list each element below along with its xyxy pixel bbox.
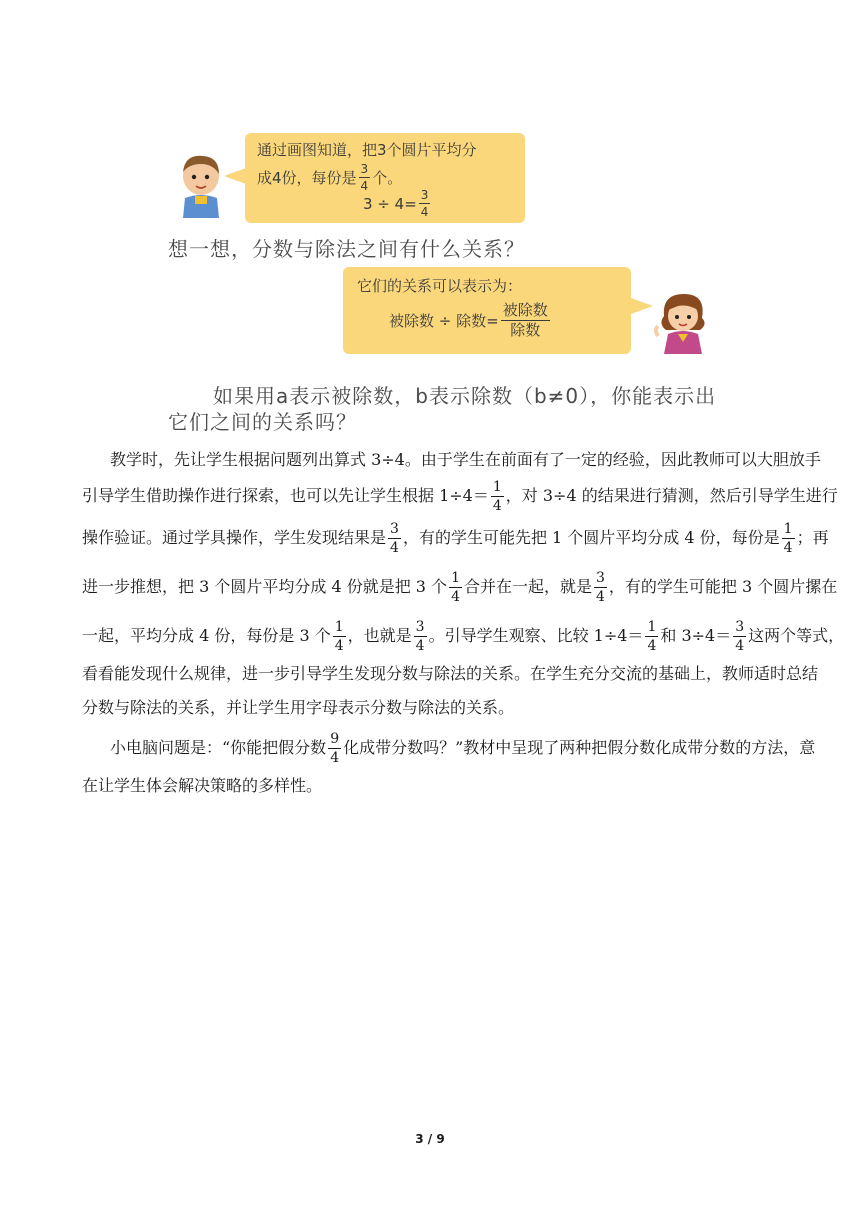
question2-line1: 如果用a表示被除数，b表示除数（b≠0），你能表示出 — [213, 384, 717, 408]
para1-line4: 进一步推想，把 3 个圆片平均分成 4 份就是把 3 个 $\frac{1}{4}$ 合并在一起，就是 $\frac{3}{4}$ ，有的学生可能把 3 个圆片摞在 — [82, 570, 838, 605]
bubble1-line2-text: 成4份，每份是 — [257, 169, 357, 187]
question-heading: 想一想，分数与除法之间有什么关系？ — [168, 237, 525, 261]
fraction: $\frac{1}{4}$ — [783, 521, 793, 556]
para2-line1: 小电脑问题是：“你能把假分数 $\frac{9}{4}$ 化成带分数吗？”教材中呈现了两种把假分数化成带分数的方法，意 — [110, 731, 816, 766]
bubble1-fraction: $\frac{3}{4}$ — [360, 162, 369, 193]
fraction: $\frac{1}{4}$ — [492, 479, 502, 514]
girl-illustration — [652, 290, 714, 354]
fraction: $\frac{3}{4}$ — [596, 570, 605, 605]
fraction: $\frac{9}{4}$ — [330, 731, 340, 766]
para1-line6: 看看能发现什么规律，进一步引导学生发现分数与除法的关系。在学生充分交流的基础上，教师适时总结 — [82, 664, 819, 683]
speech-bubble-boy — [245, 133, 525, 223]
fraction: $\frac{3}{4}$ — [415, 619, 425, 654]
question2-line2: 它们之间的关系吗？ — [168, 410, 357, 434]
para1-line1: 教学时，先让学生根据问题列出算式 3÷4。由于学生在前面有了一定的经验，因此教师可以大胆放手 — [110, 450, 821, 469]
para1-line3: 操作验证。通过学具操作，学生发现结果是 $\frac{3}{4}$ ，有的学生可能先把 1 个圆片平均分成 4 份，每份是 $\frac{1}{4}$ ；再 — [82, 521, 829, 556]
bubble1-equation: 3 ÷ 4= — [363, 194, 417, 213]
fraction: $\frac{3}{4}$ — [735, 619, 745, 654]
para1-line2: 引导学生借助操作进行探索，也可以先让学生根据 1÷4＝ $\frac{1}{4}$ ，对 3÷4 的结果进行猜测，然后引导学生进行 — [82, 479, 838, 514]
bubble1-line2-end: 个。 — [372, 169, 403, 187]
bubble2-line1: 它们的关系可以表示为： — [357, 277, 523, 295]
fraction: $\frac{3}{4}$ — [390, 521, 399, 556]
speech-bubble-girl — [343, 267, 631, 354]
para1-line7: 分数与除法的关系，并让学生用字母表示分数与除法的关系。 — [82, 698, 515, 717]
bubble2-equation: 被除数 ÷ 除数= — [389, 312, 499, 330]
bubble1-line1: 通过画图知道，把3个圆片平均分 — [257, 141, 477, 159]
para2-line2: 在让学生体会解决策略的多样性。 — [82, 776, 323, 795]
fraction: $\frac{1}{4}$ — [647, 619, 657, 654]
bubble2-eq-fraction: $\frac{\text{被除数}}{\text{除数}}$ — [502, 301, 548, 339]
fraction: $\frac{1}{4}$ — [451, 570, 460, 605]
para1-line5: 一起，平均分成 4 份，每份是 3 个 $\frac{1}{4}$ ，也就是 $\frac{3}{4}$ 。引导学生观察、比较 1÷4＝ $\frac{1}{4}$ 和 3÷4＝ $\frac{3}{4}$ 这两个等式， — [82, 619, 845, 654]
boy-illustration — [175, 152, 227, 218]
fraction: $\frac{1}{4}$ — [334, 619, 344, 654]
page-number: 3 / 9 — [415, 1132, 445, 1146]
bubble1-eq-fraction: $\frac{3}{4}$ — [420, 188, 429, 219]
